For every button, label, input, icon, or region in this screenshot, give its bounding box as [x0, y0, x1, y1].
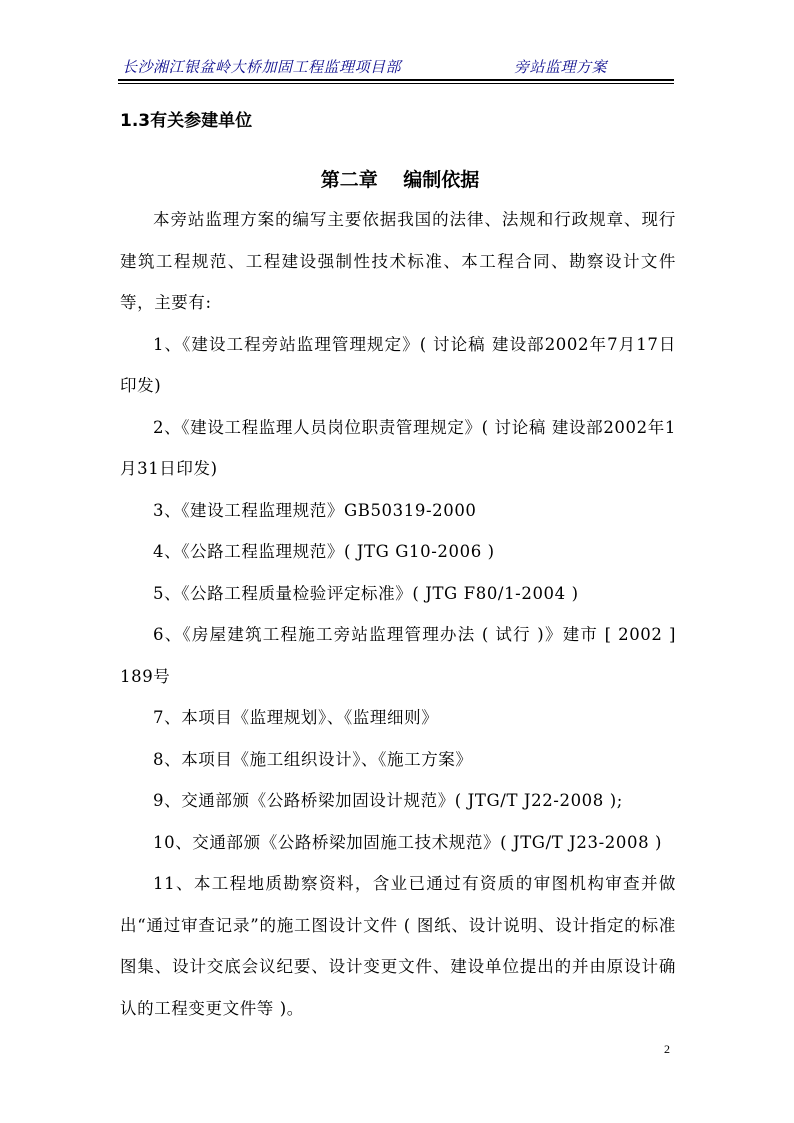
basis-item-7: 7、本项目《监理规划》、《监理细则》 — [153, 708, 439, 727]
header-document-title: 旁站监理方案 — [514, 58, 608, 76]
basis-item-10: 10、交通部颁《公路桥梁加固施工技术规范》( JTG/T J23-2008 ) — [153, 832, 663, 852]
section-heading: 1.3有关参建单位 — [120, 111, 253, 131]
basis-item-3: 3、《建设工程监理规范》GB50319-2000 — [153, 500, 477, 520]
basis-item-11: 11、本工程地质勘察资料，含业已通过有资质的审图机构审查并做出“通过审查记录”的施工图设计文件 ( 图纸、设计说明、设计指定的标准图集、设计交底会议纪要、设计变更文件、建设单位提出的并由原设计确认的工程变更文件等 )。 — [120, 874, 676, 1018]
basis-item-5: 5、《公路工程质量检验评定标准》( JTG F80/1-2004 ) — [153, 583, 579, 603]
header-rule-thick — [118, 79, 674, 81]
chapter-title: 第二章 编制依据 — [320, 169, 480, 191]
basis-item-8: 8、本项目《施工组织设计》、《施工方案》 — [153, 749, 473, 769]
basis-item-2: 2、《建设工程监理人员岗位职责管理规定》( 讨论稿 建设部2002年1月31日印发) — [120, 417, 676, 478]
basis-item-1: 1、《建设工程旁站监理管理规定》( 讨论稿 建设部2002年7月17日印发) — [120, 334, 676, 395]
page-number: 2 — [664, 1042, 670, 1056]
basis-item-4: 4、《公路工程监理规范》( JTG G10-2006 ) — [153, 542, 495, 561]
basis-item-9: 9、交通部颁《公路桥梁加固设计规范》( JTG/T J22-2008 ); — [153, 791, 623, 810]
header-bar — [118, 56, 674, 78]
basis-item-6: 6、《房屋建筑工程施工旁站监理管理办法 ( 试行 )》建市 [ 2002 ] 189号 — [120, 625, 676, 686]
header-project-title: 长沙湘江银盆岭大桥加固工程监理项目部 — [122, 58, 402, 76]
header-rule-thin — [118, 83, 674, 84]
intro-paragraph: 本旁站监理方案的编写主要依据我国的法律、法规和行政规章、现行建筑工程规范、工程建设强制性技术标准、本工程合同、勘察设计文件等，主要有: — [120, 210, 676, 312]
body-text — [120, 199, 676, 1029]
